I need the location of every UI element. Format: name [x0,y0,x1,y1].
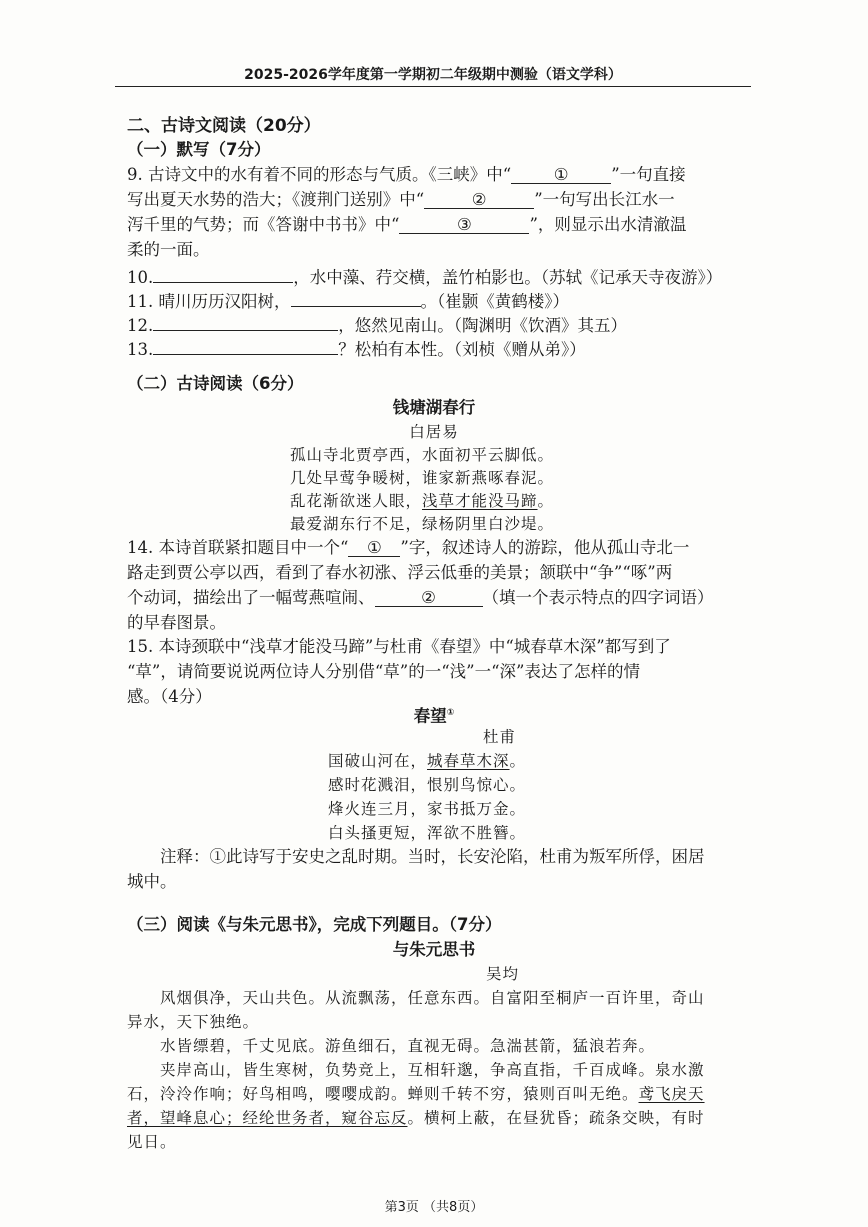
poem2-line-2: 感时花溅泪，恨别鸟惊心。 [328,776,527,794]
part1-title: （一）默写（7分） [127,140,271,159]
q14-line4: 的早春图景。 [127,613,226,632]
essay-p2: 水皆缥碧，千丈见底。游鱼细石，直视无碍。急湍甚箭，猛浪若奔。 [160,1037,656,1055]
q15-line1: 15. 本诗颈联中“浅草才能没马蹄”与杜甫《春望》中“城春草木深”都写到了 [127,637,671,656]
essay-p3-line4: 见日。 [127,1133,177,1151]
poem2-line-1: 国破山河在，城春草木深。 [328,752,527,770]
poem2-title: 春望① [413,706,455,726]
q14-line3: 个动词，描绘出了一幅莺燕喧闹、 ② （填一个表示特点的四字词语） [127,588,714,607]
q10-blank[interactable] [153,262,293,283]
q14-blank-2[interactable]: ② [375,586,483,607]
q9-blank-3[interactable]: ③ [399,213,529,234]
page-footer: 第3页 （共8页） [384,1200,484,1215]
q13-blank[interactable] [153,334,338,355]
q12: 12. ，悠然见南山。（陶渊明《饮酒》其五） [127,310,627,338]
q14-line1: 14. 本诗首联紧扣题目中一个“ ① ”字，叙述诗人的游踪，他从孤山寺北一 [127,538,690,557]
poem1-line-1: 孤山寺北贾亭西，水面初平云脚低。 [290,446,555,464]
q9-blank-1[interactable]: ① [511,163,611,184]
essay-author: 吴均 [486,965,520,983]
q15-line3: 感。（4分） [127,687,212,706]
poem2-line-4: 白头搔更短，浑欲不胜簪。 [328,824,527,842]
page-header: 2025-2026学年度第一学期初二年级期中测验（语文学科） [244,67,622,83]
poem1-line-4: 最爱湖东行不足，绿杨阴里白沙堤。 [290,515,555,533]
essay-p1-line2: 异水，天下独绝。 [127,1013,260,1031]
section-title: 二、古诗文阅读（20分） [127,116,321,136]
essay-title: 与朱元思书 [392,940,476,959]
poem1-title: 钱塘湖春行 [392,398,476,417]
essay-underlined-phrase-2: 者，望峰息心；经纶世务者，窥谷忘反 [127,1109,408,1127]
q11-blank[interactable] [291,286,421,307]
poem1-line-3: 乱花渐欲迷人眼，浅草才能没马蹄。 [290,492,555,510]
poem2-line-3: 烽火连三月，家书抵万金。 [328,800,527,818]
q9-blank-2[interactable]: ② [424,188,534,209]
essay-p3-line1: 夹岸高山，皆生寒树，负势竞上，互相轩邈，争高直指，千百成峰。泉水激 [160,1061,705,1079]
essay-p1-line1: 风烟俱净，天山共色。从流飘荡，任意东西。自富阳至桐庐一百许里，奇山 [160,989,705,1007]
q9-line2: 写出夏天水势的浩大；《渡荆门送别》中“ ② ”一句写出长江水一 [127,190,675,209]
q10: 10. ，水中藻、荇交横，盖竹柏影也。（苏轼《记承天寺夜游》） [127,262,722,290]
q11: 11. 晴川历历汉阳树， 。（崔颢《黄鹤楼》） [127,286,569,314]
essay-underlined-phrase-1: 鸢飞戾天 [638,1085,705,1103]
q12-blank[interactable] [153,310,338,331]
q14-line2: 路走到贾公亭以西，看到了春水初涨、浮云低垂的美景；颔联中“争”“啄”两 [127,563,673,582]
q9-line1: 9. 古诗文中的水有着不同的形态与气质。《三峡》中“ ① ”一句直接 [127,165,686,184]
essay-p3-line2: 石，泠泠作响；好鸟相鸣，嘤嘤成韵。蝉则千转不穷，猿则百叫无绝。鸢飞戾天 [127,1085,705,1103]
poem2-note-line2: 城中。 [127,872,177,891]
essay-p3-line3: 者，望峰息心；经纶世务者，窥谷忘反。横柯上蔽，在昼犹昏；疏条交映，有时 [127,1109,705,1127]
header-rule [115,86,751,87]
footnote-mark: ① [446,708,455,718]
q14-blank-1[interactable]: ① [348,536,400,557]
q9-line4: 柔的一面。 [127,240,210,259]
poem1-line-2: 几处早莺争暖树，谁家新燕啄春泥。 [290,469,555,487]
poem2-note-line1: 注释：①此诗写于安史之乱时期。当时，长安沦陷，杜甫为叛军所俘，困居 [160,847,705,866]
part2-title: （二）古诗阅读（6分） [127,374,304,393]
poem2-underlined-phrase: 城春草木深 [427,752,510,770]
poem1-author: 白居易 [409,423,459,441]
poem1-underlined-phrase: 浅草才能没马蹄 [422,492,538,510]
q15-line2: “草”，请简要说说两位诗人分别借“草”的一“浅”一“深”表达了怎样的情 [127,662,640,681]
q9-line3: 泻千里的气势；而《答谢中书书》中“ ③ ”，则显示出水清澈温 [127,215,687,234]
q13: 13. ？松柏有本性。（刘桢《赠从弟》） [127,334,586,362]
poem2-author: 杜甫 [483,728,517,746]
part3-title: （三）阅读《与朱元思书》，完成下列题目。（7分） [127,915,502,934]
